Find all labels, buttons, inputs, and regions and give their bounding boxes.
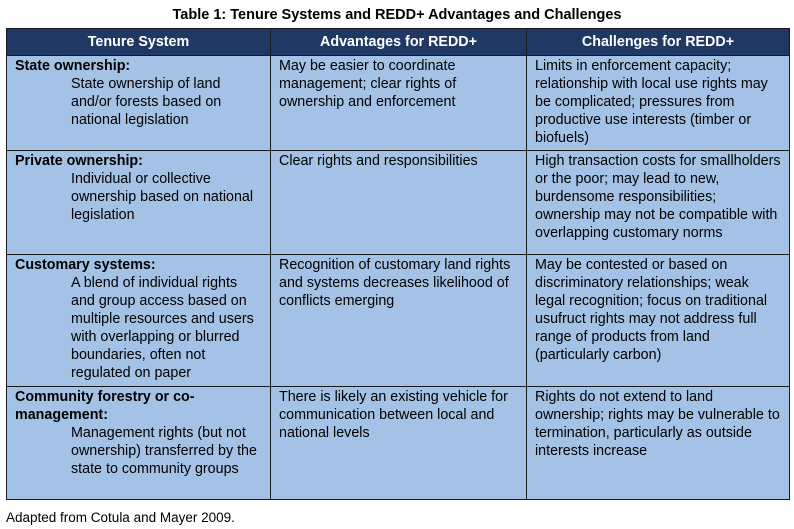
tenure-description: Individual or collective ownership based on national legislation [71, 171, 254, 223]
table-row [7, 56, 790, 151]
tenure-type: State ownership: [15, 58, 131, 74]
challenges-cell: May be contested or based on discriminatory relationships; weak legal recognition; focus on traditional usufruct rights may not address full range of products from land (particularly carbon) [527, 255, 790, 387]
header-advantages: Advantages for REDD+ [271, 29, 527, 56]
header-tenure-system: Tenure System [7, 29, 271, 56]
tenure-type: Customary systems: [15, 257, 156, 273]
advantages-cell: May be easier to coordinate management; clear rights of ownership and enforcement [271, 56, 527, 151]
table-row [7, 255, 790, 387]
challenges-cell: Rights do not extend to land ownership; rights may be vulnerable to termination, particularly as outside interests increase [527, 387, 790, 500]
tenure-description: Management rights (but not ownership) transferred by the state to community groups [71, 425, 257, 477]
tenure-table [6, 28, 790, 500]
advantages-cell: There is likely an existing vehicle for communication between local and national levels [271, 387, 527, 500]
table-row [7, 387, 790, 500]
table-row [7, 151, 790, 255]
advantages-cell: Clear rights and responsibilities [271, 151, 527, 255]
table-caption: Table 1: Tenure Systems and REDD+ Advantages and Challenges [172, 7, 622, 23]
tenure-type: Private ownership: [15, 153, 143, 169]
header-challenges: Challenges for REDD+ [527, 29, 790, 56]
advantages-cell: Recognition of customary land rights and systems decreases likelihood of conflicts emerging [271, 255, 527, 387]
tenure-cell [7, 255, 271, 387]
challenges-cell: Limits in enforcement capacity; relationship with local use rights may be complicated; pressures from productive use interests (timber or biofuels) [527, 56, 790, 151]
tenure-cell [7, 56, 271, 151]
tenure-type: Community forestry or co-management: [15, 389, 195, 423]
challenges-cell: High transaction costs for smallholders or the poor; may lead to new, burdensome responsibilities; ownership may not be compatible with overlapping customary norms [527, 151, 790, 255]
tenure-cell [7, 151, 271, 255]
tenure-cell [7, 387, 271, 500]
tenure-description: A blend of individual rights and group access based on multiple resources and users with overlapping or blurred boundaries, often not regulated on paper [71, 275, 254, 381]
source-note: Adapted from Cotula and Mayer 2009. [6, 510, 235, 525]
header-row [7, 29, 790, 56]
tenure-description: State ownership of land and/or forests based on national legislation [71, 76, 222, 128]
